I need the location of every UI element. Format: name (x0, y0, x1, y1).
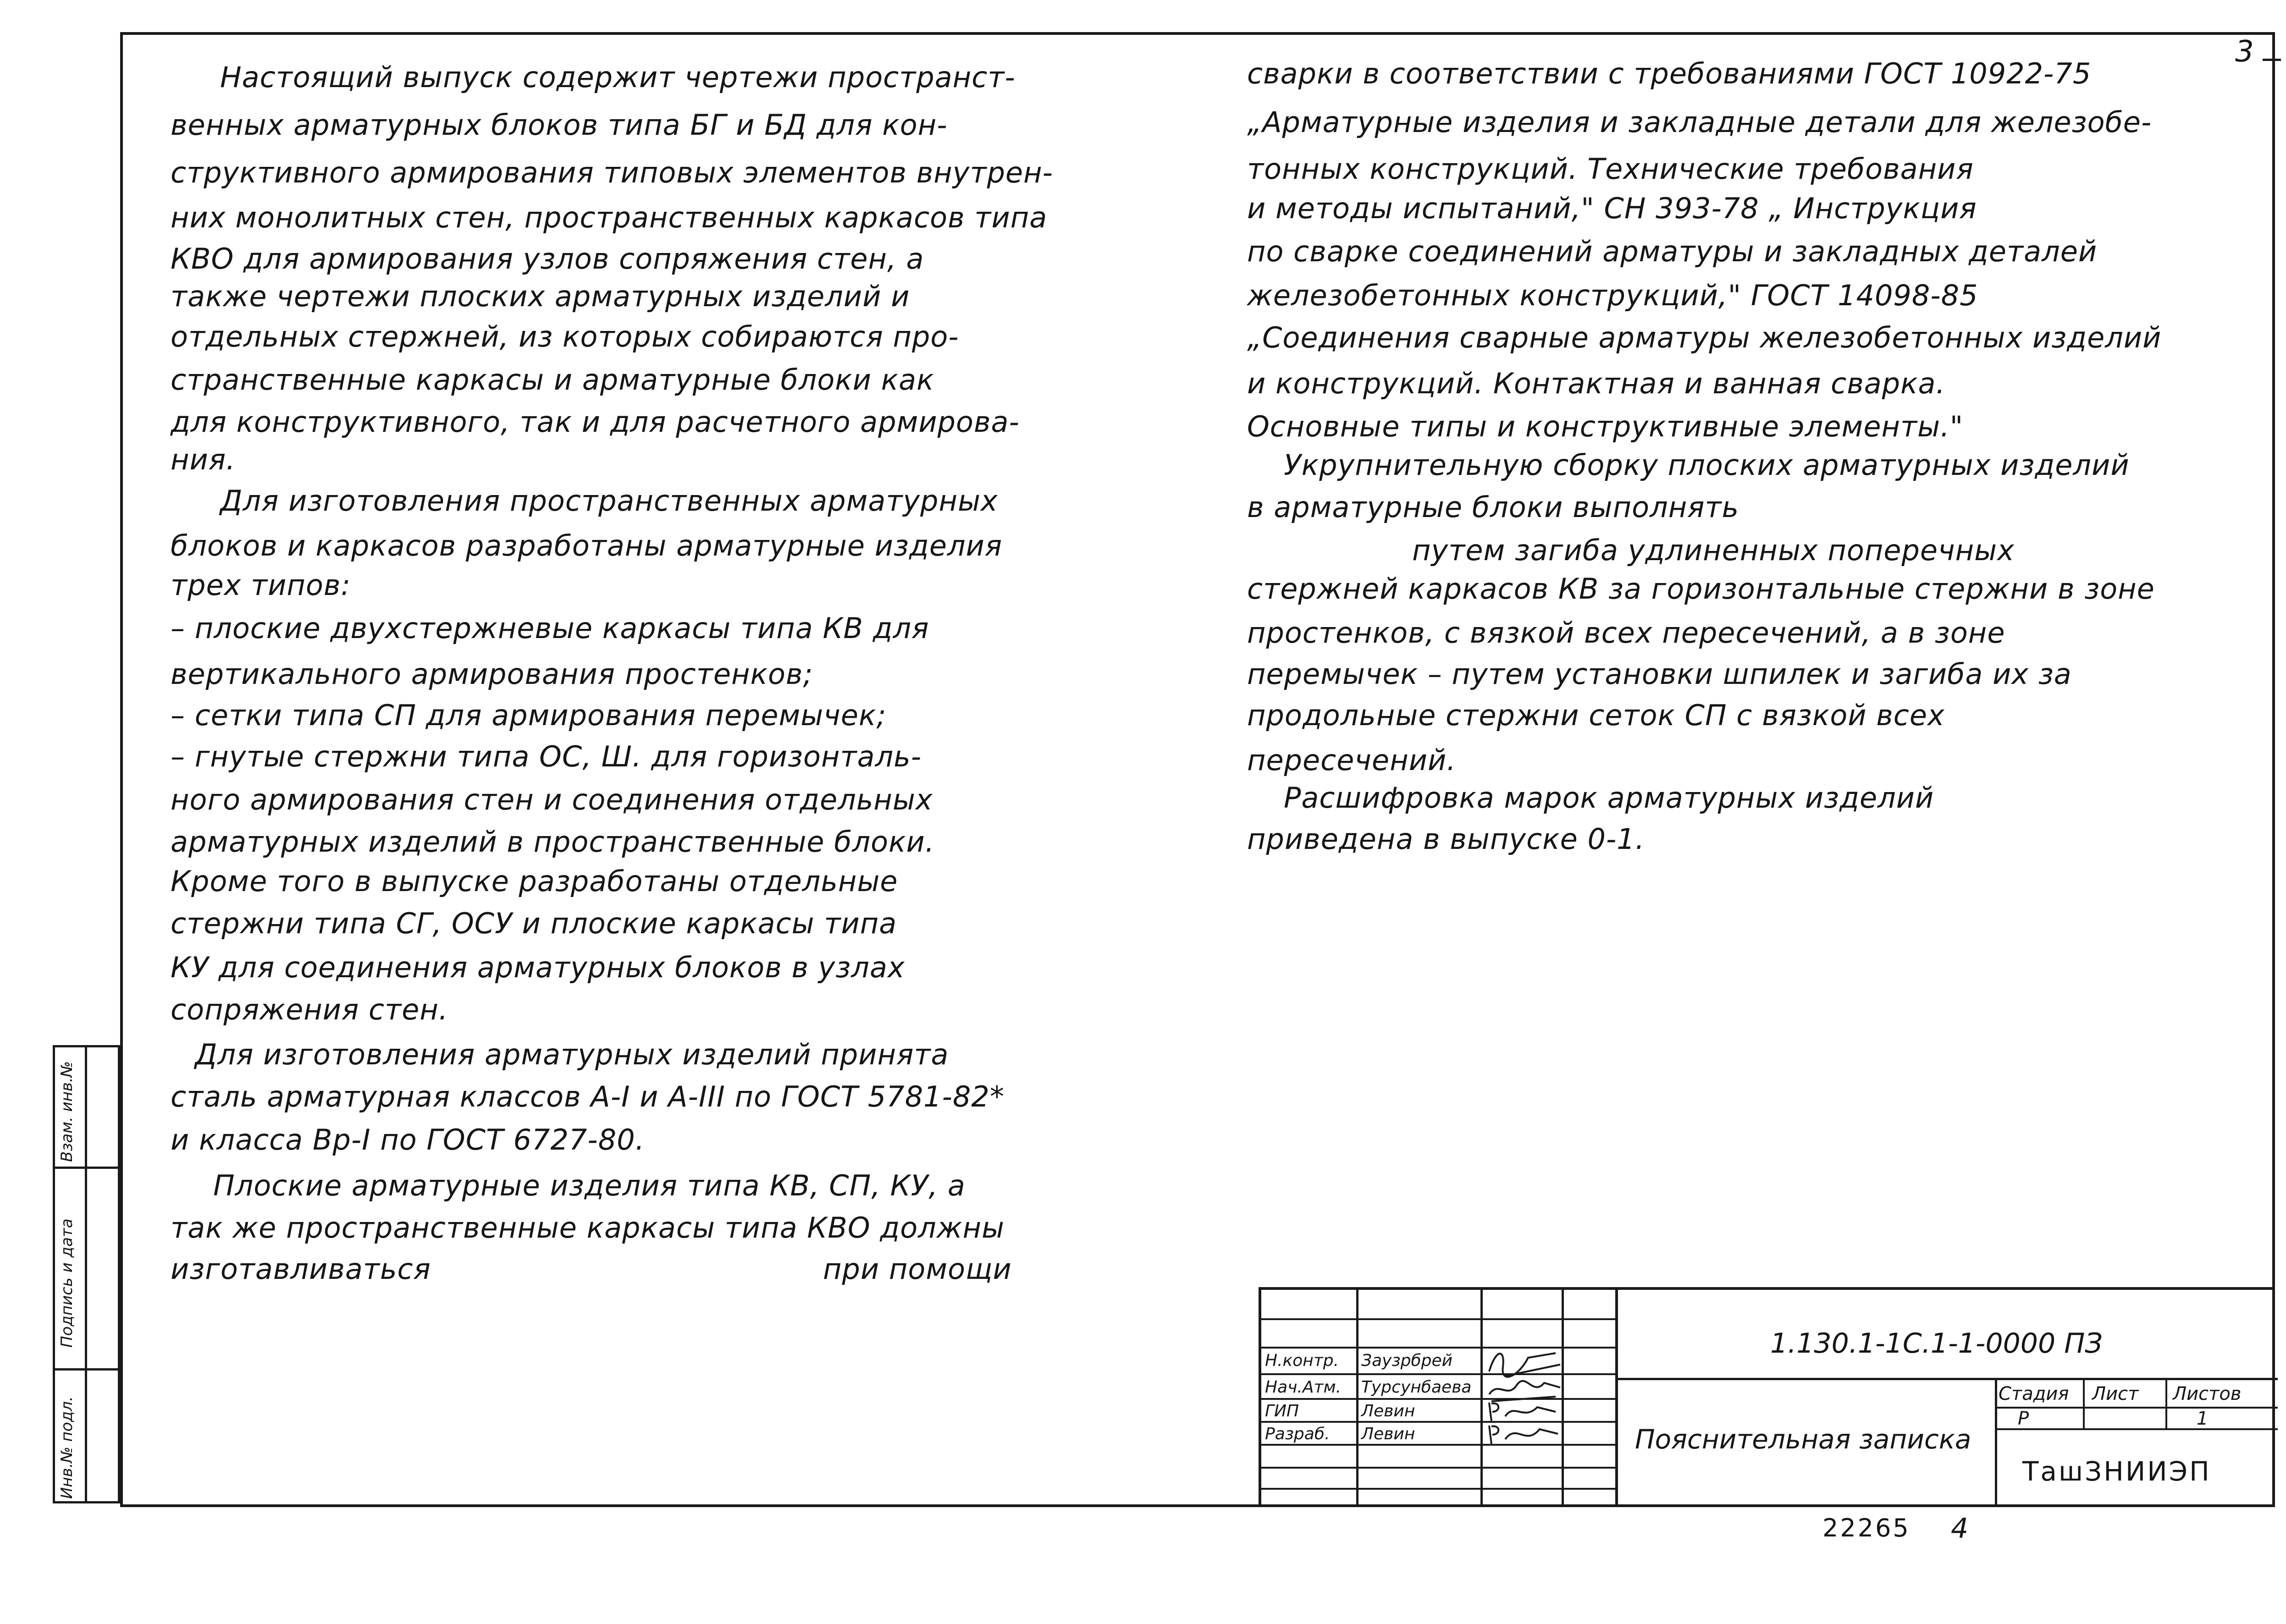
text-line: „Арматурные изделия и закладные детали для железобе- (1247, 105, 2152, 139)
text-line: сопряжения стен. (171, 993, 448, 1026)
document-title: Пояснительная записка (1635, 1424, 1971, 1455)
role-name: Левин (1361, 1402, 1415, 1420)
text-line: и конструкций. Контактная и ванная сварка. (1247, 367, 1946, 400)
text-line: приведена в выпуске 0-1. (1247, 822, 1645, 856)
text-line: сталь арматурная классов А-I и А-III по ГОСТ 5781-82* (171, 1080, 1005, 1113)
text-line: сварки в соответствии с требованиями ГОСТ 10922-75 (1247, 57, 2092, 90)
text-line: Для изготовления арматурных изделий принята (195, 1038, 949, 1071)
text-line: КУ для соединения арматурных блоков в узлах (171, 951, 905, 984)
text-line: венных арматурных блоков типа БГ и БД для кон- (171, 108, 948, 142)
sheets-label: Листов (2173, 1383, 2242, 1404)
text-line: арматурных изделий в пространственные блоки. (171, 825, 935, 859)
role-name: Левин (1361, 1425, 1415, 1443)
tb-line (2165, 1380, 2167, 1430)
podpis-data-label: Подпись и дата (58, 1218, 76, 1348)
text-line: блоков и каркасов разработаны арматурные изделия (171, 529, 1003, 562)
title-block (1259, 1287, 2275, 1507)
text-line: Для изготовления пространственных арматурных (220, 484, 998, 517)
text-line: в арматурные блоки выполнять (1247, 490, 1739, 524)
role-label: ГИП (1265, 1402, 1299, 1420)
tb-line (1995, 1380, 1997, 1507)
text-line: тонных конструкций. Технические требования (1247, 152, 1974, 186)
text-line: – сетки типа СП для армирования перемычек; (171, 699, 887, 732)
side-stamp (53, 1045, 120, 1503)
text-line: при помощи (823, 1252, 1012, 1286)
sheet-label: Лист (2092, 1383, 2139, 1404)
text-line: ния. (171, 443, 236, 476)
text-line: Кроме того в выпуске разработаны отдельные (171, 864, 898, 898)
text-line: – плоские двухстержневые каркасы типа КВ для (171, 611, 929, 645)
side-stamp-divider (55, 1368, 118, 1371)
organization: ТашЗНИИЭП (2022, 1456, 2211, 1487)
text-line: Плоские арматурные изделия типа КВ, СП, КУ, а (213, 1169, 966, 1202)
tb-line (2083, 1380, 2085, 1430)
role-label: Н.контр. (1265, 1351, 1339, 1370)
text-line: изготавливаться (171, 1252, 431, 1286)
text-line: структивного армирования типовых элементов внутрен- (171, 156, 1054, 189)
text-line: Укрупнительную сборку плоских арматурных изделий (1284, 448, 2130, 482)
role-label: Нач.Атм. (1265, 1378, 1342, 1397)
text-line: по сварке соединений арматуры и закладных деталей (1247, 235, 2098, 268)
text-line: Основные типы и конструктивные элементы." (1247, 410, 1964, 443)
text-line: странственные каркасы и арматурные блоки как (171, 363, 934, 396)
stage-label: Стадия (1999, 1383, 2069, 1404)
text-line: продольные стержни сеток СП с вязкой всех (1247, 699, 1945, 732)
role-name: Заузрбрей (1361, 1351, 1453, 1370)
tb-line (1615, 1290, 1618, 1507)
text-line: Настоящий выпуск содержит чертежи пространст- (220, 61, 1016, 94)
archive-number: 22265 (1822, 1514, 1911, 1542)
text-line: отдельных стержней, из которых собираются про- (171, 320, 959, 353)
text-line: пересечений. (1247, 743, 1457, 777)
vzam-inv-label: Взам. инв.№ (58, 1061, 76, 1162)
text-line: также чертежи плоских арматурных изделий и (171, 280, 910, 313)
tb-line (1995, 1428, 2278, 1430)
text-line: ного армирования стен и соединения отдельных (171, 783, 933, 816)
tb-line (1995, 1407, 2278, 1409)
tb-line (1261, 1318, 1615, 1320)
tb-line (1261, 1467, 1615, 1469)
text-line: трех типов: (171, 568, 351, 602)
signature-4 (1487, 1421, 1565, 1448)
text-line: них монолитных стен, пространственных каркасов типа (171, 201, 1048, 234)
text-line: железобетонных конструкций," ГОСТ 14098-85 (1247, 279, 1978, 312)
tb-line (1261, 1488, 1615, 1490)
stage-value: Р (2018, 1408, 2029, 1429)
text-line: простенков, с вязкой всех пересечений, а в зоне (1247, 616, 2005, 650)
text-line: стержни типа СГ, ОСУ и плоские каркасы типа (171, 907, 897, 940)
document-code: 1.130.1-1С.1-1-0000 ПЗ (1770, 1327, 2103, 1360)
text-line: перемычек – путем установки шпилек и загиба их за (1247, 657, 2072, 691)
role-label: Разраб. (1265, 1425, 1330, 1443)
inv-podl-label: Инв.№ подл. (58, 1396, 76, 1499)
sheets-value: 1 (2197, 1408, 2209, 1429)
tb-line (1615, 1378, 2278, 1380)
text-line: Расшифровка марок арматурных изделий (1284, 781, 1934, 815)
page-number: 3 (2235, 35, 2254, 69)
side-stamp-divider (55, 1167, 118, 1169)
text-line: вертикального армирования простенков; (171, 657, 813, 691)
role-name: Турсунбаева (1361, 1378, 1472, 1397)
side-stamp-divider (85, 1047, 87, 1501)
text-line: и класса Вр-I по ГОСТ 6727-80. (171, 1123, 645, 1156)
text-line: „Соединения сварные арматуры железобетонных изделий (1247, 321, 2162, 354)
text-line: путем загиба удлиненных поперечных (1412, 534, 2015, 567)
page-corner-mark (2263, 59, 2281, 61)
text-line: – гнутые стержни типа ОС, Ш. для горизонталь- (171, 740, 922, 773)
text-line: так же пространственные каркасы типа КВО должны (171, 1211, 1005, 1244)
text-line: для конструктивного, так и для расчетного армирова- (171, 405, 1020, 439)
text-line: стержней каркасов КВ за горизонтальные стержни в зоне (1247, 572, 2155, 606)
text-line: КВО для армирования узлов сопряжения стен, а (171, 242, 924, 275)
archive-page: 4 (1951, 1513, 1969, 1545)
text-line: и методы испытаний," СН 393-78 „ Инструкция (1247, 192, 1977, 225)
